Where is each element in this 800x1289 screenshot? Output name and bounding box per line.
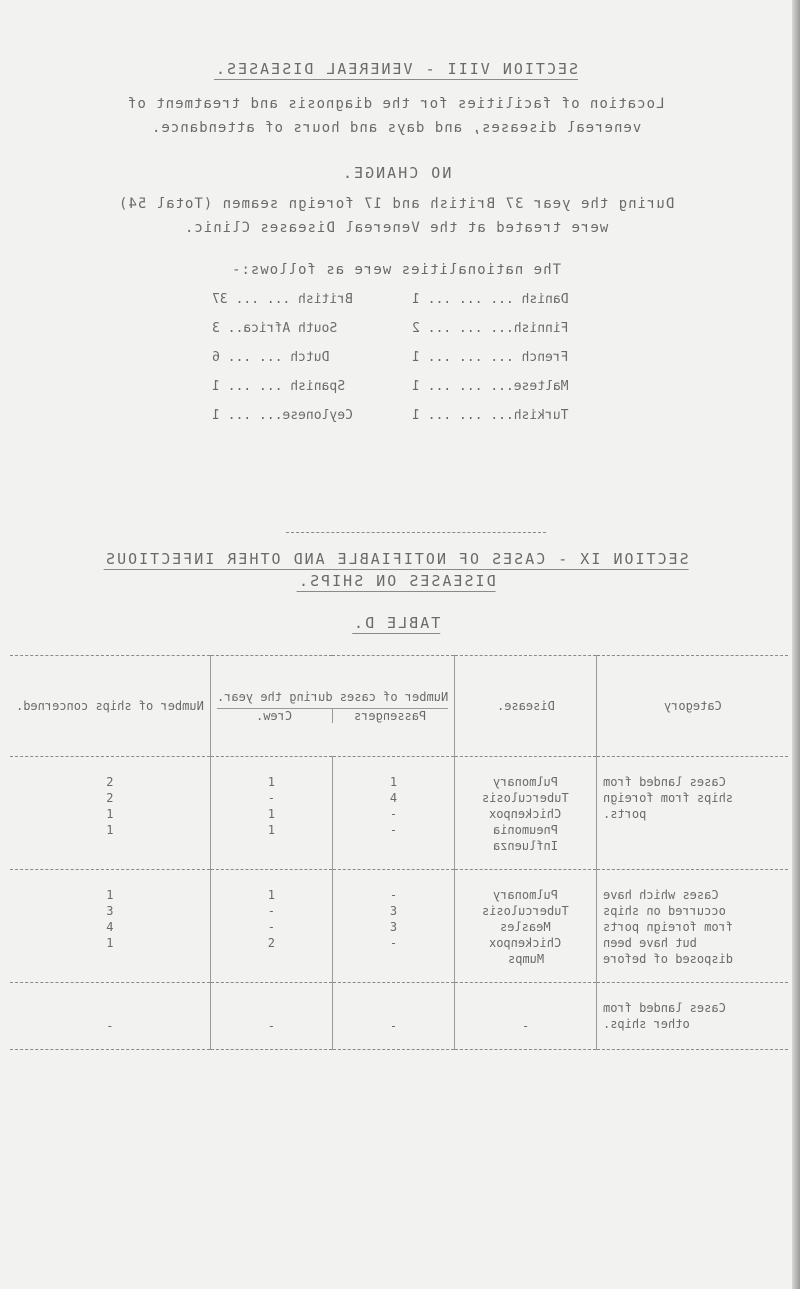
list-item: South Africa.. 3 Finnish... ... ... 2	[212, 321, 569, 336]
list-item: Dutch ... ... 6 French ... ... ... 1	[212, 350, 569, 365]
list-item: Spanish ... ... 1 Maltese... ... ... 1	[212, 379, 569, 394]
subheader-passengers: Passengers	[332, 709, 448, 723]
paragraph-line-1: During the year 37 British and 17 foreign seamen (Total 54)	[117, 196, 675, 212]
header-number-of-ships: Number of ships concerned.	[10, 656, 210, 757]
divider	[286, 532, 546, 533]
list-item: Ceylonese... ... 1 Turkish... ... ... 1	[212, 408, 569, 423]
section-ix-heading-line-1: SECTION IX - CASES OF NOTIFIABLE AND OTHER INFECTIOUS	[103, 550, 689, 568]
intro-line-2: venereal diseases, and days and hours of attendance.	[150, 120, 642, 136]
table-row: 1 3 4 1 1 - - 2 - 3 3 - Pulmonary Tuberculosis Measles Chickenpox Mumps Cases which have occurred on ships from foreign ports but have been disposed of before	[10, 870, 788, 983]
page-edge-shadow	[792, 0, 800, 1289]
subheader-crew: Crew.	[256, 708, 293, 723]
intro-line-1: Location of facilities for the diagnosis and treatment of	[127, 96, 665, 112]
facility-list	[212, 292, 602, 437]
section-ix-heading-line-2: DISEASES ON SHIPS.	[296, 572, 496, 590]
header-disease: Disease.	[455, 656, 597, 757]
paragraph-line-2: were treated at the Venereal Diseases Clinic.	[183, 220, 609, 236]
list-intro: The nationalities were as follows:-	[230, 262, 561, 278]
table-title: TABLE D.	[351, 614, 441, 632]
list-item: British ... ... 37 Danish ... ... ... 1	[212, 292, 569, 307]
table-row: - - - - Cases landed from other ships.	[10, 983, 788, 1050]
no-change-heading: NO CHANGE.	[340, 164, 452, 182]
header-category: Category	[597, 656, 788, 757]
header-cases-during-year: Number of cases during the year. Crew. Passengers	[210, 656, 454, 757]
section-heading: SECTION VIII - VENEREAL DISEASES.	[213, 60, 578, 78]
disease-table	[10, 655, 788, 1050]
table-row: 2 2 1 1 1 - 1 1 1 4 - - Pulmonary Tuberculosis Chickenpox Pneumonia Influenza Cases landed from ships from foreign ports.	[10, 757, 788, 870]
